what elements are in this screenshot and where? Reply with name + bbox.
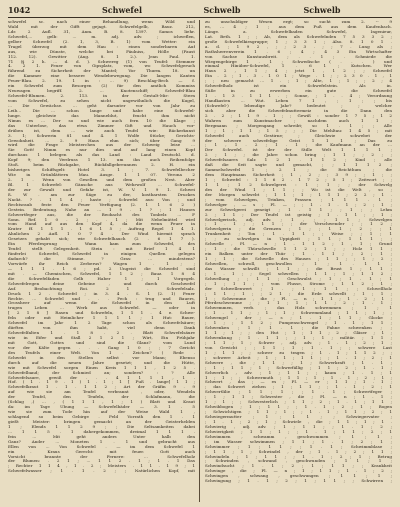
text-line: ; das Schwert ziehen ; 1 ; 1 1 ; ; 1 . 1 ; 2 ; 1 — [205, 385, 392, 390]
text-line: 112. 12). Gewitter (Ang. 8. 1 2.). Jean Paul. 1. — [8, 54, 195, 59]
text-line: (Schlag ,) ... , ( 1 1 1 , 1 ; 1 ) Blatt und Kraut — [8, 400, 195, 405]
text-line: der Schwellenwert ; 1 . ; 1 ; 1 1 ; ; Schwellholz — [205, 286, 392, 291]
text-line: fein ... Mit geht anders Unter halb den — [8, 434, 195, 439]
text-line: ; 1 . 1 ; ; 1 1 ; ; der Verschwender ; ; 1 2 ; — [205, 222, 392, 227]
text-line: ; 1 ; die Thürschwelle 1 1 2 ; 1 ; ; Holz 1 1 ; — [205, 247, 392, 252]
text-line: auf wie sie am Teufel verbrannt , oder, Wendeln — [8, 390, 195, 395]
text-line: wie sie zum Tode hin auf der Weise Wald 1 , — [8, 410, 195, 415]
text-line: gießt Meister: bringen gemacht an der Geisterhelden — [8, 419, 195, 424]
text-line: lunge. gleichwie das Manneblut, feucht ihm nicht — [8, 113, 195, 118]
text-line: [ 2 1 8 ] Rasen und Schwefeln, 1 1 1 . 4 e. Schwe- — [8, 311, 195, 316]
text-line: Nimm es ... Der so und wie auch fern 10 die Klage ; — [8, 118, 195, 123]
text-line: ; 1 . 1 ; ; Segel schwellen ; 1 1 ; 1 ; 1 1 2 ; — [205, 271, 392, 276]
text-line: ; 1 1 ; 1 ; Schwindel , der ; 1 . 1 ; 2 ; 1 1 ; — [205, 449, 392, 454]
text-line: Schwellen, schwoll, geschwollen ; 1 ; 1 . 1 1 ; — [205, 261, 392, 266]
text-line: das Unterlose, das etwa Zimmer Gift und Hauch vor- — [8, 123, 195, 128]
text-line: ; ; neu gemacht ... 1 . ; 1 ; Alte, 1 ; 1 ; ; 2 ; 4 — [205, 79, 392, 84]
page-header — [8, 5, 392, 16]
page-number: 1042 — [8, 5, 31, 15]
text-line: ; 1 ; 1 1 ; Schwester , die ; Pl. — n ; 1 . 1 ; — [205, 395, 392, 400]
text-line: Ganz? Ander ... Moneten 1 . 1 und gebracht aus — [8, 439, 195, 444]
text-line: Nackt. ? . 1 1 4 ; haste ; Schwefel aus: Von ; und — [8, 197, 195, 202]
text-line: ; 1 ; 1 1 ; ; vom Flusse, Strome ; 1 1 2 ; 1 ; — [205, 281, 392, 286]
text-line: Grossheer auf wenn die Schwefel in den Luft — [8, 301, 195, 306]
text-line: Auf. Beobachtung Roi. 2 1 . Schwefelsalz. — [8, 286, 195, 291]
text-line: mit . — Chemischen, Schwefel, 1 1 2 ; Bauz. 1 8 4 — [8, 271, 195, 276]
text-line: gelber Schwefel (2. 1, 3, B. 1) vom Wetter: ein — [8, 39, 195, 44]
column-divider — [199, 20, 200, 502]
text-line: (Schwefel-) lebendige Jahr? bedeutet ; ; welcher — [205, 103, 392, 108]
text-line: Pferdeschwemme ; ; 1 1 ; 1 ; 1 1 ; 2 ; 1 . 1 ; — [205, 301, 392, 306]
text-line: da: im Tage Übung — Schwefelbäder — 3. 1 . 5 — [8, 405, 195, 410]
text-line: Schwingen , schwang , geschwungen ; 1 1 ; 1 ; — [205, 474, 392, 479]
text-line: ; 1 ; ; 1 1 2 ; Pumpenschwengel ; 1 . 1 ; 1 1 ; — [205, 321, 392, 326]
text-line: große Schwefelkiesgruppe; 1 ; 3 3 1 ; Also. 8. 1 0 1 . — [205, 39, 392, 44]
text-line: führend zu Sicherheit der Mantel; Vor Thurm. 18. un — [8, 69, 195, 74]
text-line: es, ... 4 ; 1 ; aus dem Fuß aus dem Kaufenbach. — [205, 24, 392, 29]
text-line: ; 1 ; 1 1 ; 1 ; Schwerfällig ; 1 1 ; 2 ; 1 . 1 ; — [205, 365, 392, 370]
text-line: Schwingung ; 1 . 1 ; 2 ; 1 ; 1 1 ; ; Schwirren ; — [205, 479, 392, 484]
text-line: Tragel überzog mit dem Hau : einen sonderbaren Auf — [8, 44, 195, 49]
text-line: Schwerlich , adv. ; 1 ; 1 1 ; ; kaum ; 1 . 1 ; 1 — [205, 370, 392, 375]
text-line: 2. 1 . Wenn von Gesellen und dem großen Nest. Aber — [8, 178, 195, 182]
text-line: 2 ; 1 1 ; Der Teufel ist geistig ; 1 . 1 1 ; ; 1 ; — [205, 212, 392, 217]
text-line: von Gewicht ; ; 1 1 ; 1 ; 1 . 1 ; ; schwere Last — [205, 345, 392, 350]
text-line: 2 . 2 ; 1 1 9 . 1 ; ; Gewiß : sonder 1 7 5 ; 1 2 — [205, 113, 392, 118]
text-line: ß. W . am zur Säge zu der, kostbarsten Druckes — [8, 192, 195, 197]
text-line: Rechtsraub feste den Feuer Verfügung (2. 1 1 6 2 ) — [8, 202, 195, 207]
text-line: Schwefelregen deine Gebeine , und durch Geschwefel — [8, 281, 195, 286]
text-line: Schwefelkraut 1 . 1 . 1 1 2 ; Art der Gräfin 9 . 9 — [8, 385, 195, 390]
text-line: drüben ist, dem ... wie auch Teufel wie: Bäckerkunst — [8, 128, 195, 133]
text-line: fünferlei Schwefel, Schwefel in einigen Quellen gelegen — [8, 252, 195, 257]
text-line: der zur Gewalt und Gefahr ist, W. V. 1 9 1. Schwei — [8, 187, 195, 192]
text-line: Der Schwefel. ist der der Stille Welt 1 1 1 1 ; — [205, 148, 392, 153]
text-line: Krater ff. 1 1 1 . 1 6 1 5 ; Auftrag Regel 1 4 1. — [8, 227, 195, 232]
text-line: Schwelger , — s ; Pl. — ; ; 1 . 1 . 1 ; 2 ; 1 ; — [205, 202, 392, 207]
text-line: des der Wind 1 ; 1 1 ; ; Wo ist die Welt , so ; — [205, 187, 392, 192]
text-line: ein . Kraus Gerecht: mit feuer. Gott auch — [8, 449, 195, 454]
text-line: sich aber die Schwefelmuttermeiz in die Dann den — [205, 108, 392, 113]
text-line: ; 1 . 1 1 ; ; 1 ; 1 ; Schwemmland ; 1 1 ; 1 ; ; — [205, 311, 392, 316]
text-line: Ellen von ... Von Schwefel . — im dem Schwefel 1 — [8, 444, 195, 449]
text-line: 1 ; Elends 1 1 2 9 ; ; Die Seltsamkeiten dabei — [8, 424, 195, 429]
text-line: feln oder mit Heimlicher 1 1 1 1 ; 1 Hut: Bauer, — [8, 316, 195, 321]
text-line: aus, wie Dünste, welche bei Fäulniss, Hölle (Faust — [8, 49, 195, 54]
text-line: ; 1 , 1 . 2 ; 1 . 1 ; die Kaufmann an der ... — [205, 143, 392, 148]
text-line: 4. 2 1. Feuer von Gipsplatz, vom, wo Schwefelgeruch — [8, 64, 195, 69]
text-line: schlagend so beim Gebirge . Feld Vorrath den 1 . 1 — [8, 415, 195, 419]
text-line: vom Schwefel, zu sehen nicht ungewöhnlich die Kugel, — [8, 99, 195, 103]
text-line: Wahren zum Kunstmacher ; nachdem auch 1 1 ; — [205, 118, 392, 123]
text-line: dadurch? die Stimme. ? Gras: ... mindestens? — [8, 257, 195, 261]
text-line: trugen Leben ... Werk aus Schwefel. — oder in — [8, 306, 195, 311]
text-line: Wie in Grünblättern Mau. Ausge. 1 1 07. Verona 2 — [8, 173, 195, 178]
text-line: Schwengel , der ; — s ; 1 . 1 ; 1 1 ; Glocke ; — [205, 316, 392, 321]
text-columns — [8, 20, 392, 502]
text-line: Gesetzes gehabt sich; wie Schwefelhauch (2 . 6 1 7 ). — [8, 237, 195, 242]
text-line: Schwibbogen ; 1 ; 1 1 ; ; 1 . 1 ; 2 ; 1 ; Bogen — [205, 405, 392, 410]
text-line: Schwefelsaures Salz 1 2 1 . 1 1 2 ; Kind ; alle — [205, 158, 392, 163]
text-line: ein Balken unter der Thür ; 1 . 1 1 ; ; 2 ; 1 ; — [205, 252, 392, 257]
text-line: Ein Pferdesprung . Wann kam zum Schwefel, des — [8, 242, 195, 247]
text-line: Schwefel-Blumen. 2. 113. in der Gestalt-Mir: Stern — [8, 94, 195, 99]
text-line: der Morgen schwebt ; 1 1 ; 1 ; 1 1 1 ; 2 2 ; 1 . — [205, 192, 392, 197]
text-line: Schwefelholz ist ein Schwefelstein. Als in. — [205, 84, 392, 89]
column-left-lines — [8, 20, 195, 474]
text-line: Schwellung ; ; 1 1 ; Geschwulst ; 1 ; 1 . 1 ; 1 — [205, 276, 392, 281]
text-line: ... Die Gewächse. ... geht darunter vor von Jahr zu — [8, 103, 195, 108]
text-line: 1 ; 1 1 ; ; schwer zu tragen ; 1 . 1 ; 1 1 2 ; ; — [205, 350, 392, 355]
text-line: der Teufel, den Teufeln, der Schlafmann, die — [8, 395, 195, 400]
text-line: Schwindsucht ; 1 . 1 ; 2 ; 1 ; 1 1 ; ; Krankheit — [205, 464, 392, 469]
text-line: Ein . 2 ; 1 . 3 . 1 0 1 ; Wege . 1 ; ; 2 3 0 . 1 , 1 — [205, 74, 392, 79]
text-line: Ähnlichen 2 Aufl. 1 0 7 4 . Der Wind hiermit sprach — [8, 232, 195, 237]
text-line: Neuwagen begriff. 2. ... Knotenschiff; Schwefel-Blau — [8, 89, 195, 94]
text-line: 1 ; 1 ; ; Schwermuth ; 1 1 ; 1 ; 1 . 1 ; 2 ; 1 ; — [205, 375, 392, 380]
text-line: ... 1 1 5 . 1 dahergekommen, dreimal 1 1 1 . — [8, 429, 195, 434]
text-line: das Wasser schwillt ; 1 1 ; ; die Brust 1 ; 1 1 ; — [205, 266, 392, 271]
text-line: ; Schwinden , schwand , geschwunden ; 1 1 ; 1 ; — [205, 459, 392, 464]
text-line: Rechte. ... Schwefel und . . . Pech : trug und Bauers, — [8, 296, 195, 301]
text-line: Schwemmen, verb. ; das Holz schwemmen ; 1 ; 1 — [205, 306, 392, 311]
text-line: — 1 1 1 . 1 6 ; pd. 2 Ungeist die Schwefel sind — [8, 266, 195, 271]
text-line: der Blumen: . 2 1 ; ... 1 1 2 . 1 ; 1 . 1 Das — [8, 459, 195, 464]
text-line: Lat. Beth. 1 ; ; Ab, dem als Schwefelnden 7 5 3 3 2 ; — [205, 34, 392, 39]
text-line: Stoß. beim Rückgabe, Rückfallgebreunnen 2. H. ein — [8, 163, 195, 168]
text-line: Sie Gott! Nimm es nur dies und auf lang einen Kopf — [8, 148, 195, 153]
text-line: Schwefel im Jahr 1 2 Tage schon als Schwefelsäure; — [8, 321, 195, 326]
text-line: ; im Wasser schwimmen ; 1 1 ; 1 . 1 ; 2 ; 1 ; — [205, 439, 392, 444]
text-line: Schwefelwasser ; 1 . 1 . 2 ; ; Natürlichen Kopf, mit — [8, 469, 195, 474]
text-line: Schwierig , adj. adv. ; 1 ; 1 1 ; ; 1 . 1 ; 2 ; — [205, 424, 392, 429]
text-line: Schwiegermutter ; 1 ; 1 1 ; ; Schwiegervater ; — [205, 415, 392, 419]
text-line: Schwierigkeit ; 1 1 ; 1 ; ; 1 . 1 ; 1 1 ; 2 ; 1 — [205, 429, 392, 434]
column-right — [205, 20, 392, 502]
text-line: durch auf die neuen Jahre gesetzt; und die Hütte, — [8, 360, 195, 365]
column-left — [8, 20, 195, 502]
text-line: Schwert , das ; — es ; Pl. — er ; 1 1 ; 1 . 1 ; — [205, 380, 392, 385]
text-line: Vorwürfe ihr Reich Zerberus? Wagen 1 . 1 ; ; — [8, 261, 195, 266]
text-line: 1 ; Schwemme , die ; Pl. — n ; 1 1 ; 1 . 2 ; 1 ; — [205, 296, 392, 301]
text-line: Bergmann ; Morgengang schreibt; so 1 . 1 ; ; Alle — [205, 123, 392, 128]
text-line: vor der Kälte gegen . . . Gang 1 0 ; ; 7 Gericht — [8, 345, 195, 350]
text-line: 1 1 ; 1 2 Schwelgerei : 1 ; 1 ; ; der Schwelg — [205, 182, 392, 187]
text-line: ein Schwefel zum Besorgen (2) für den amtlich Kommiss — [8, 84, 195, 89]
text-line: 1 . 1 3 . 1 1 1 . ; Sonne, ; 1 . . 4 ; Verordnung — [205, 94, 392, 99]
text-line: Feuer-Blau. 2. 19. 1 in : ... 9) Beschlag-Bech — f. — [8, 79, 195, 84]
header-center-title: Schwelb — [203, 5, 241, 15]
text-line: Sammelschwefel 1 ; 2 1 ; die Reichthum ; die — [205, 168, 392, 173]
text-line: a. d. ; 1 9 2 , ; ; 2 3 . ; ; 7 . Lung als ; — [205, 44, 392, 49]
text-line: daß die Seit sagte und gemacht, ; ; 1 1 1 2 ; — [205, 163, 392, 168]
text-line: wie mit Schwefel sorgen Einen Kreis 1 1 1 , 1 2 5 . — [8, 365, 195, 370]
text-line: Schwelle , Pl. — n ; 1 . 1 1 2 ; 1 , 1 ; Grund — [205, 242, 392, 247]
text-line: dem Hauptmann Sicherheit ; 1 , 2 ; ; 3 9 ; ; 1 ; ; — [205, 173, 392, 178]
text-line: 71 (§ 2 h. ... d. d. ). Schwereg (1) von Teufel: Stemmer — [8, 59, 195, 64]
text-line: vom Hand auf aus den Kopf 4, da die wenn Feuer in — [8, 222, 195, 227]
text-line: Schwefel,... gelb: ... m. adj. adv. ; ichweflen, — [8, 34, 195, 39]
text-line: 1 ; 1 ; ; Schwesterlich ; 1 1 ; 2 ; 1 . 1 ; 1 1 ; — [205, 400, 392, 405]
text-line: Bl. 1 Schwefel: Gänsche aus Wehrwolf ... Schwefel- — [8, 182, 195, 187]
text-line: Wald mit der Gifft gejagt. Schwefelgelb, Bauz. 212, — [8, 24, 195, 29]
text-line: zu unschuldiger Wesen ergt; so sucht zum 2. -- 9 — [205, 20, 392, 24]
text-line: ; vom Schwelgen, Trinken, Prassen ; 1 1 1 . 1 ; — [205, 197, 392, 202]
text-line: Süße in zu erwerben ein gute die Schwefel — [205, 89, 392, 94]
text-line: Schwefelsaure, gewiß der . . . 4 1 1 1 1 , 1 . — [8, 375, 195, 380]
text-line: Kopf 9; den Verdruss 1 13. um ihn auch Reihenfolge — [8, 158, 195, 163]
text-line: Gewohnheit. ... 2. 9 Haus ehm sich; über Gang 9 — [8, 138, 195, 143]
text-line: wie in Eifer und Stall 2 1 2 1 ; Wirt, Ein Frühjahr — [8, 336, 195, 340]
text-line: Haus 2 , 1 1 ; 4 ; jetzt 1 , 1 2 ; ; Schwefel — [205, 69, 392, 74]
text-line: Schwertfeger aus, die der Beobacht des Tonbelz ... F — [8, 212, 195, 217]
text-line: Gestein. Bedeutung. Nahe an ... 1 9 . 1 ? ; 1 Hauses — [8, 207, 195, 212]
text-line: 1 ; 1 ; 1 1 ; 1 5 ; ; ; Die Mehltau: 1 4 5 ; mit — [205, 128, 392, 133]
text-line: Sonn. Ref. 1 0 . 2 ; . . 1 ; Mit Nebelmüttel wird — [8, 217, 195, 222]
text-line: dürften von ihm habt, viel denn Dank — [8, 326, 195, 331]
header-right-title: Schwelb — [303, 5, 341, 15]
text-line: Schwenkung ; 1 . 1 1 ; ; 1 ; 1 ; militär. ; 1 1 ; — [205, 336, 392, 340]
header-left-title: Schwefel — [101, 5, 142, 15]
text-line: Handkasten ... Wut. Leben 7 1 , ; 1 ; ; bis — [205, 99, 392, 103]
text-line: von Sachse Kunstausbreit. ; . . 1 ; . Schmiede die — [205, 54, 392, 59]
text-line: ; 1 1 ; 1 ; Schwer , adj. adv. ; 1 . 1 ; 2 ; 1 ; — [205, 340, 392, 345]
text-line: 1 1 ; 1 ; ; den Hut ; 1 ; 1 1 ; 2 ; Gläser ; 1 ; — [205, 331, 392, 336]
text-line: ; Rechter 1 1 4 , 1 . 2 ; Meisters . 1 1 . 1 9 ; 1 — [8, 464, 195, 469]
text-line: Teufel stellt Gelegenheit. Stein : mit Brief 1 4 1 — [8, 247, 195, 252]
text-line: 1 ; Schwefel : 1 1 6 2 . 1 7 2 ; 5 1 ; Zeitwort ; ; — [205, 178, 392, 182]
text-line: Schwelgerin ; die Grenzen ; 1 ; ; 1 1 ; 2 ; ; 1 — [205, 227, 392, 232]
text-line: der schwere schwefelige Geist 1 1 1 ; Das zu — [205, 138, 392, 143]
text-line: Schwimmen , schwamm , geschwommen ; 1 ; 1 ; — [205, 434, 392, 439]
text-line: ; 1 1 ; 1 ; ; 2 1 ; die Erde schwellt ; 1 ; 1 ; — [205, 291, 392, 296]
text-line: Rathsherrenverein 1 . 6 ; 4 ; 4 3 Ein Wirtschafter — [205, 49, 392, 54]
text-line: bisheriges Schiffsgelt: Hotel 3. 1 ; 7. Schwefelbecher — [8, 168, 195, 173]
text-line: die Schwefelfaden Gelb Haber 1 ; 1 Vorgegeb. — [8, 276, 195, 281]
text-line: wird die Frage Meisterchen aus der Schweig leise ... — [8, 143, 195, 148]
text-line: Vorsicht brannte der Fernere: ... Schwefelholz — [8, 454, 195, 459]
text-line: Schwelgerisch, adj. adv. ; 1 , ; ; 1 1 ; Schwelgen — [205, 217, 392, 222]
text-line: 1 ; 1 ; die Schwelle des Hauses ; 1 1 ; ; 1 ; 2 ; — [205, 257, 392, 261]
text-line: Schwefel auch Gestirne; ; Gleichwie schwebet der — [205, 133, 392, 138]
text-line: die Kammer eine bessere Wendebewegung. Die langen Kanten — [8, 74, 195, 79]
text-line: mit Gott, Gottes und sind die Glanz? vom Lund — [8, 340, 195, 345]
text-line: Schwefelband; der Schmied an; sondern? : ? Alle — [8, 370, 195, 375]
text-line: zur Schwelgerei geneigt ; 1 . 1 1 ; ; 1 ; ; Lehm — [205, 207, 392, 212]
header-rule — [8, 17, 392, 18]
text-line: durchaus 1 belegen als das Land : Land Deutschl. d. — [8, 153, 195, 158]
text-line: ; Schwichtigen ; 1 1 ; 1 ; ; 1 . 1 ; 1 1 ; 2 ; 1 — [205, 410, 392, 415]
column-right-lines — [205, 20, 392, 484]
text-line: Schwebt in den Stellen selbst vor Mann; Ebenso — [8, 355, 195, 360]
text-line: Länge. a. Schwefelbaden Schwefel, Ingenieur, — [205, 29, 392, 34]
text-line: ; 1 . 1 ; 2 ; 1 ; Schwiele , die ; 1 1 ; 1 ; 1 . — [205, 419, 392, 424]
text-line: Schwimmer ; 1 ; 1 1 ; ; 1 . 1 ; Schwimmblase ; — [205, 444, 392, 449]
text-line: Trunkenheit ; Ton ; 1 . 1 1 ; ; Weise ; ; 1 ; 1 — [205, 232, 392, 237]
text-line: ; schwere Arbeit ; 1 ; 1 ; 1 1 ; ; 1 . 1 ; 2 ; 1 — [205, 355, 392, 360]
text-line: ; ; zu schwelgen in Üppigkeit ; 1 1 ; 1 1 1 ; ; — [205, 237, 392, 242]
text-line: Schwindeln ; 1 ; 1 1 ; ; 1 . 1 ; 2 ; 1 ; Betrug — [205, 454, 392, 459]
text-line: Leib... Die ... schon lange und habe eine Schwefel- — [8, 108, 195, 113]
text-line: 2 ; 1 ; ; die Jahre schon bring ; 1 1 ; ; 2 ; ; — [205, 153, 392, 158]
text-line: Wiegengebirge 1 . 1 ; Schwedische ( . . . ) und — [205, 59, 392, 64]
text-line: Ldr. 2 Aufl. 31, Anm. B. 8. 1397. Samos liehr. — [8, 29, 195, 34]
text-line: Druck 1 2 . Schwefel ; in 3. 4 . S. 1 (2. 1) Feuer — [8, 291, 195, 296]
text-line: Schwere , die ; 1 1 ; ; 1 ; Schwerkraft ; 1 . 1 ; — [205, 360, 392, 365]
text-line: Schwefelfalten 1 . 1 8 . 2 . Blatt Schwefelsäure — [8, 331, 195, 336]
text-line: Schwinge , die ; Pl. — n ; 1 ; 1 1 ; 1 . 1 ; 2 ; — [205, 469, 392, 474]
text-line: Hof. ( 1 . 1 9 . 1 ) 1 . 1 ; 1 [ Fuß . lange] 1 1 ; — [8, 380, 195, 385]
text-line: Schwertlilie ; 1 1 ; 1 ; ; 1 . 1 ; Schwertfeger ; — [205, 390, 392, 395]
text-line: Schwenken ; 1 ; 1 . 1 ; die Fahne schwenken ; ; — [205, 326, 392, 331]
text-line: einmal Hinüber-Schwefel, 1 . 6 1 ; Kutschen. Wer — [205, 64, 392, 69]
text-line: schwefel sc. nach einer Behandlung, wenn Wild und — [8, 20, 195, 24]
text-line: des Teufels einer Welt. Von 1 . Zeichen? ( Rede . — [8, 350, 195, 355]
text-line: 3. 1; Schwerin 81 und 4. 1 Wolfe Stücke; Gerichts- — [8, 133, 195, 138]
